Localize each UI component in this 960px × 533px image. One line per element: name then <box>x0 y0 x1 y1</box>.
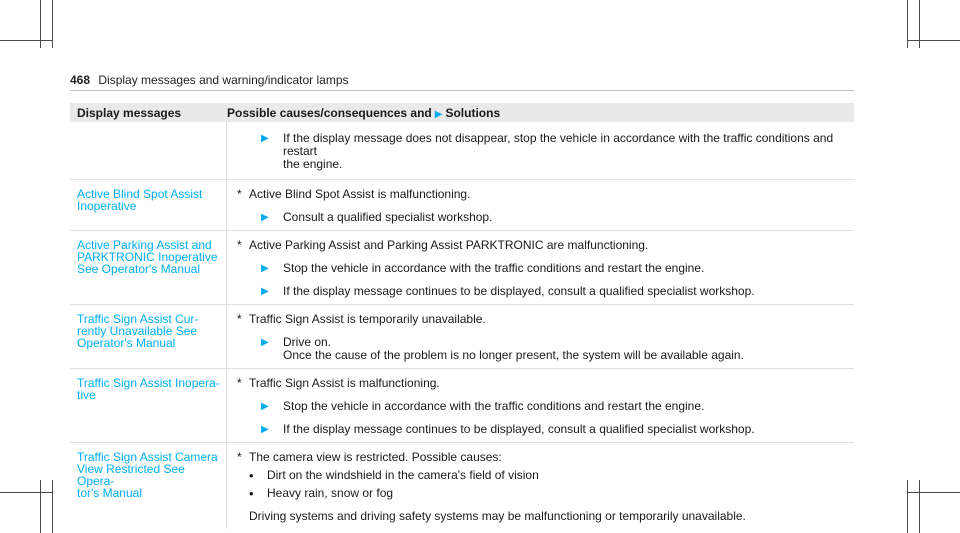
triangle-icon: ▶ <box>261 401 269 412</box>
crop-mark <box>907 40 960 41</box>
col-header-causes: Possible causes/consequences and ▶ Solutions <box>227 105 501 120</box>
messages-table <box>70 103 854 529</box>
list-item: • Dirt on the windshield in the camera's field of vision <box>249 468 539 483</box>
display-message: Active Parking Assist and PARKTRONIC Inoperative See Operator's Manual <box>77 238 218 276</box>
bullet-icon: • <box>249 486 254 501</box>
page-number: 468 <box>70 73 91 87</box>
cause-text: * Active Parking Assist and Parking Assist PARKTRONIC are malfunctioning. <box>237 238 649 252</box>
display-message: Traffic Sign Assist Cur- rently Unavailable See Operator's Manual <box>77 312 199 350</box>
note-text: Driving systems and driving safety systems may be malfunctioning or temporarily unavailable. <box>249 509 746 523</box>
cause-text: * The camera view is restricted. Possible causes: <box>237 450 502 464</box>
triangle-icon: ▶ <box>434 108 443 120</box>
page-title: Display messages and warning/indicator lamps <box>98 73 349 87</box>
crop-mark <box>52 0 53 48</box>
crop-mark <box>907 480 908 533</box>
bullet-icon: • <box>249 468 254 483</box>
header-divider <box>70 90 854 91</box>
table-row <box>70 122 854 180</box>
triangle-icon: ▶ <box>261 337 269 348</box>
triangle-icon: ▶ <box>261 263 269 274</box>
crop-mark <box>919 480 920 533</box>
cause-text: * Traffic Sign Assist is temporarily unavailable. <box>237 312 486 326</box>
table-row <box>70 305 854 369</box>
solution-step: ▶ Stop the vehicle in accordance with the traffic conditions and restart the engine. <box>261 399 705 413</box>
col-header-messages: Display messages <box>77 105 182 120</box>
crop-mark <box>40 480 41 533</box>
solution-step: ▶ Consult a qualified specialist workshop. <box>261 210 493 224</box>
display-message: Traffic Sign Assist Camera View Restricted See Opera- tor's Manual <box>77 450 218 500</box>
table-row <box>70 231 854 305</box>
solution-step: ▶ If the display message continues to be displayed, consult a qualified specialist workshop. <box>261 284 755 298</box>
cause-text: * Traffic Sign Assist is malfunctioning. <box>237 376 440 390</box>
list-item: • Heavy rain, snow or fog <box>249 486 394 501</box>
display-message: Traffic Sign Assist Inopera- tive <box>77 376 220 402</box>
cause-text: * Active Blind Spot Assist is malfunctioning. <box>237 187 471 201</box>
triangle-icon: ▶ <box>261 212 269 223</box>
solution-step: ▶ If the display message continues to be displayed, consult a qualified specialist workshop. <box>261 422 755 436</box>
crop-mark <box>0 40 52 41</box>
triangle-icon: ▶ <box>261 133 269 144</box>
triangle-icon: ▶ <box>261 286 269 297</box>
table-row <box>70 443 854 529</box>
display-message: Active Blind Spot Assist Inoperative <box>77 187 203 213</box>
table-header <box>70 103 854 122</box>
table-row <box>70 180 854 231</box>
solution-step: ▶ Stop the vehicle in accordance with the traffic conditions and restart the engine. <box>261 261 705 275</box>
page-header <box>70 73 349 87</box>
table-row <box>70 369 854 443</box>
triangle-icon: ▶ <box>261 424 269 435</box>
crop-mark <box>907 492 960 493</box>
crop-mark <box>52 480 53 533</box>
solution-step: ▶ If the display message does not disappear, stop the vehicle in accordance with the traffic conditions and restart the engine. <box>261 131 834 171</box>
crop-mark <box>0 492 52 493</box>
solution-step: ▶ Drive on. Once the cause of the problem is no longer present, the system will be available again. <box>261 335 744 362</box>
